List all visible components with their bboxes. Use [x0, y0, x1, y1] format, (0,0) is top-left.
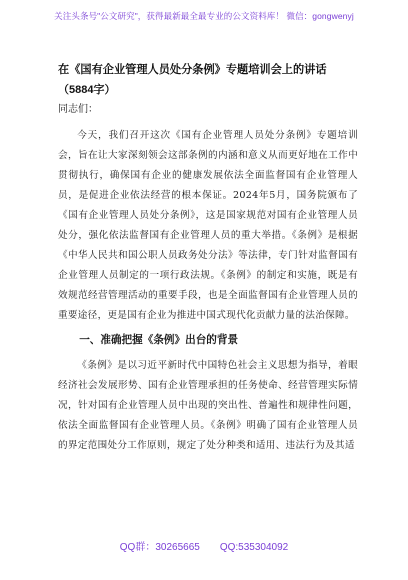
word-count: （5884字）: [58, 84, 116, 96]
header-banner: 关注头条号"公文研究"，获得最新最全最专业的公文资料库！ 微信：gongwenyj: [54, 11, 354, 21]
document-body: [58, 60, 358, 456]
salutation: 同志们：: [58, 104, 98, 115]
footer-qq-group: QQ群：30265665: [119, 542, 200, 553]
document-title: 在《国有企业管理人员处分条例》专题培训会上的讲话: [58, 64, 327, 76]
footer-banner: [0, 538, 408, 553]
section-paragraph: 《条例》是以习近平新时代中国特色社会主义思想为指导，着眼经济社会发展形势、国有企业管理承担的任务使命、经营管理实际情况，针对国有企业管理人员中出现的突出性、普遍性和规律性问题，依法全面监督国有企业管理人员。《条例》明确了国有企业管理人员的界定范围处分工作原则，规定了处分种类和适用、违法行为及其适: [58, 360, 358, 451]
footer-qq: QQ:535304092: [219, 542, 289, 553]
body-paragraph: 今天，我们召开这次《国有企业管理人员处分条例》专题培训会，旨在让大家深刻领会这部条例的内涵和意义从而更好地在工作中贯彻执行，确保国有企业的健康发展依法全面监督国有企业管理人员，是促进企业依法经营的根本保证。2024年5月，国务院颁布了《国有企业管理人员处分条例》，这是国家规范对国有企业管理人员处分，强化依法监督国有企业管理人员的重大举措。《条例》是根据《中华人民共和国公职人员政务处分法》等法律，专门针对监督国有企业管理人员制定的一项行政法规。《条例》的制定和实施，既是有效规范经营管理活动的重要手段，也是全面监督国有企业管理人员的重要途径，更是国有企业为推进中国式现代化贡献力量的法治保障。: [58, 130, 358, 321]
section-heading: 一、准确把握《条例》出台的背景: [79, 334, 239, 346]
